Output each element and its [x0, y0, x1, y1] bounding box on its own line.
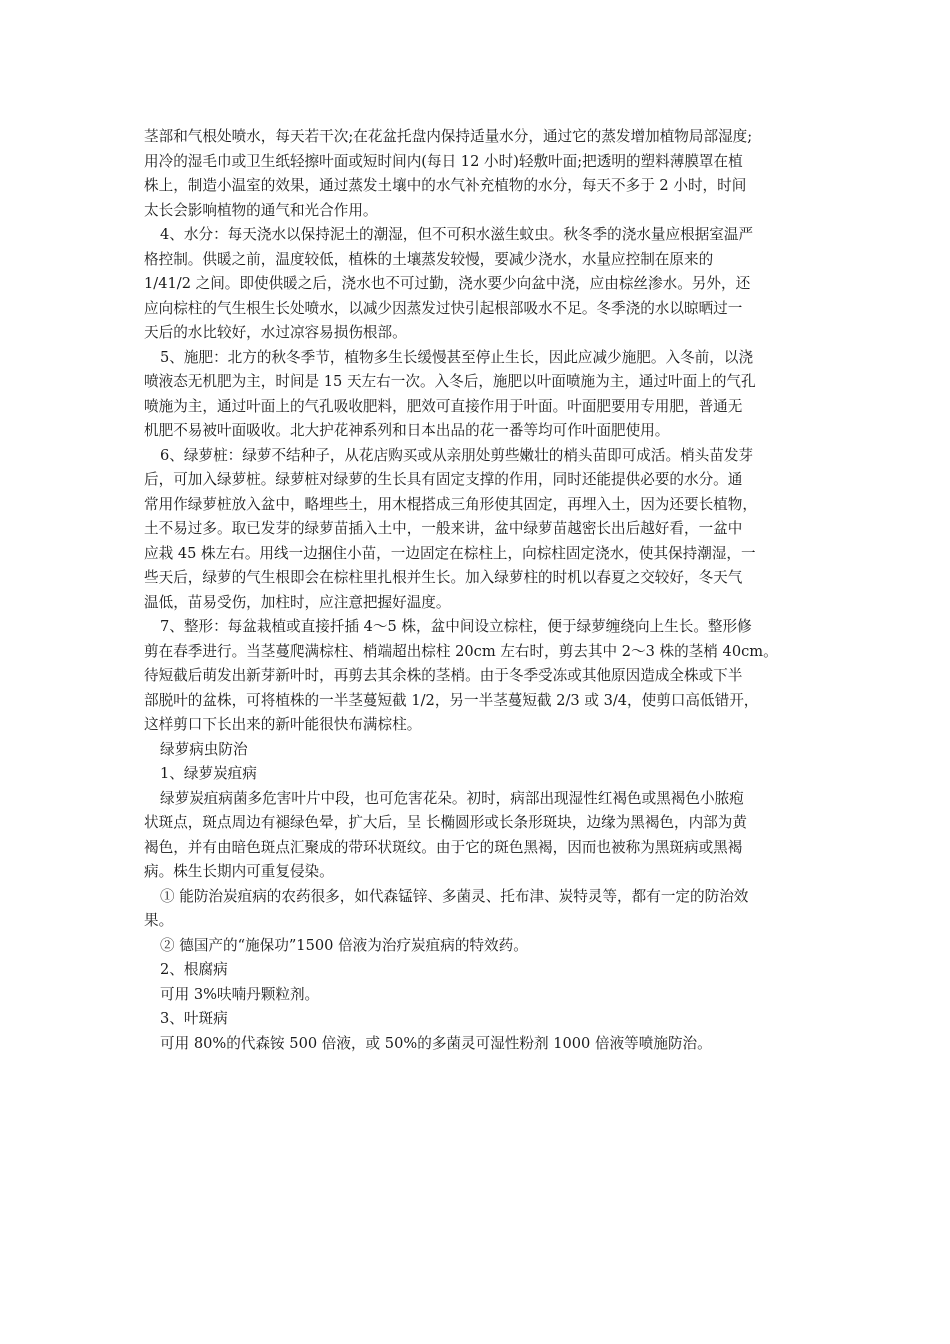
text-line: 天后的水比较好，水过凉容易损伤根部。: [144, 324, 407, 341]
text-line: 状斑点，斑点周边有褪绿色晕，扩大后，呈 长椭圆形或长条形斑块，边缘为黑褐色，内部为黄: [144, 814, 747, 831]
text-line: 用冷的湿毛巾或卫生纸轻擦叶面或短时间内(每日 12 小时)轻敷叶面;把透明的塑料薄膜罩在植: [144, 152, 743, 170]
text-line: 待短截后萌发出新芽新叶时，再剪去其余株的茎梢。由于冬季受冻或其他原因造成全株或下半: [144, 667, 743, 684]
text-line: 应向棕柱的气生根生长处喷水，以减少因蒸发过快引起根部吸水不足。冬季浇的水以晾晒过一: [144, 299, 743, 317]
text-line: 常用作绿萝桩放入盆中，略埋些土，用木棍搭成三角形使其固定，再埋入土，因为还要长植物，: [144, 495, 757, 513]
text-line: 应栽 45 株左右。用线一边捆住小苗，一边固定在棕柱上，向棕柱固定浇水，使其保持潮湿，一: [144, 544, 756, 562]
text-line: 病。株生长期内可重复侵染。: [144, 863, 334, 880]
text-line: 可用 3%呋喃丹颗粒剂。: [160, 985, 320, 1003]
text-line: 4、水分：每天浇水以保持泥土的潮湿，但不可积水滋生蚊虫。秋冬季的浇水量应根据室温严: [160, 226, 754, 243]
text-line: 后，可加入绿萝桩。绿萝桩对绿萝的生长具有固定支撑的作用，同时还能提供必要的水分。通: [144, 471, 743, 488]
text-line: 茎部和气根处喷水，每天若干次;在花盆托盘内保持适量水分，通过它的蒸发增加植物局部湿度;: [144, 128, 753, 145]
text-line: 3、叶斑病: [160, 1010, 228, 1027]
text-line: 绿萝病虫防治: [160, 740, 248, 758]
text-line: 1、绿萝炭疽病: [160, 765, 257, 782]
text-line: 太长会影响植物的通气和光合作用。: [144, 201, 378, 219]
text-line: 2、根腐病: [160, 961, 228, 978]
text-line: 7、整形：每盆栽植或直接扦插 4～5 株，盆中间设立棕柱，便于绿萝缠绕向上生长。整形修: [160, 618, 752, 635]
text-line: 剪在春季进行。当茎蔓爬满棕柱、梢端超出棕柱 20cm 左右时，剪去其中 2～3 株的茎梢 40cm。: [144, 642, 778, 660]
text-line: 绿萝炭疽病菌多危害叶片中段，也可危害花朵。初时，病部出现湿性红褐色或黑褐色小脓疱: [160, 789, 744, 807]
text-line: 1/41/2 之间。即使供暖之后，浇水也不可过勤，浇水要少向盆中浇，应由棕丝渗水。另外，还: [144, 275, 751, 292]
text-line: 部脱叶的盆株，可将植株的一半茎蔓短截 1/2，另一半茎蔓短截 2/3 或 3/4，使剪口高低错开，: [144, 691, 759, 709]
text-line: 可用 80%的代森铵 500 倍液，或 50%的多菌灵可湿性粉剂 1000 倍液等喷施防治。: [160, 1034, 712, 1052]
text-line: 些天后，绿萝的气生根即会在棕柱里扎根并生长。加入绿萝柱的时机以春夏之交较好，冬天气: [144, 569, 743, 586]
text-line: 果。: [144, 912, 174, 929]
text-line: 机肥不易被叶面吸收。北大护花神系列和日本出品的花一番等均可作叶面肥使用。: [144, 422, 670, 439]
text-line: 褐色，并有由暗色斑点汇聚成的带环状斑纹。由于它的斑色黑褐，因而也被称为黑斑病或黑褐: [144, 838, 743, 856]
text-line: ② 德国产的“施保功”1500 倍液为治疗炭疽病的特效药。: [160, 936, 528, 954]
text-line: 喷施为主，通过叶面上的气孔吸收肥料，肥效可直接作用于叶面。叶面肥要用专用肥，普通无: [144, 397, 743, 415]
text-line: 格控制。供暖之前，温度较低，植株的土壤蒸发较慢，要减少浇水，水量应控制在原来的: [144, 250, 714, 268]
text-line: 土不易过多。取已发芽的绿萝苗插入土中，一般来讲，盆中绿萝苗越密长出后越好看，一盆中: [144, 520, 743, 537]
text-line: 株上，制造小温室的效果，通过蒸发土壤中的水气补充植物的水分，每天不多于 2 小时，时间: [144, 177, 747, 194]
document-body: [144, 125, 816, 1056]
text-line: 这样剪口下长出来的新叶能很快布满棕柱。: [144, 716, 422, 733]
text-line: 温低，苗易受伤，加柱时，应注意把握好温度。: [144, 593, 451, 611]
text-line: 6、绿萝桩：绿萝不结种子，从花店购买或从亲朋处剪些嫩壮的梢头苗即可成活。梢头苗发芽: [160, 446, 754, 464]
text-line: 喷液态无机肥为主，时间是 15 天左右一次。入冬后，施肥以叶面喷施为主，通过叶面上的气孔: [144, 373, 756, 390]
text-line: ① 能防治炭疽病的农药很多，如代森锰锌、多菌灵、托布津、炭特灵等，都有一定的防治效: [160, 887, 749, 905]
text-line: 5、施肥：北方的秋冬季节，植物多生长缓慢甚至停止生长，因此应减少施肥。入冬前，以浇: [160, 348, 754, 366]
